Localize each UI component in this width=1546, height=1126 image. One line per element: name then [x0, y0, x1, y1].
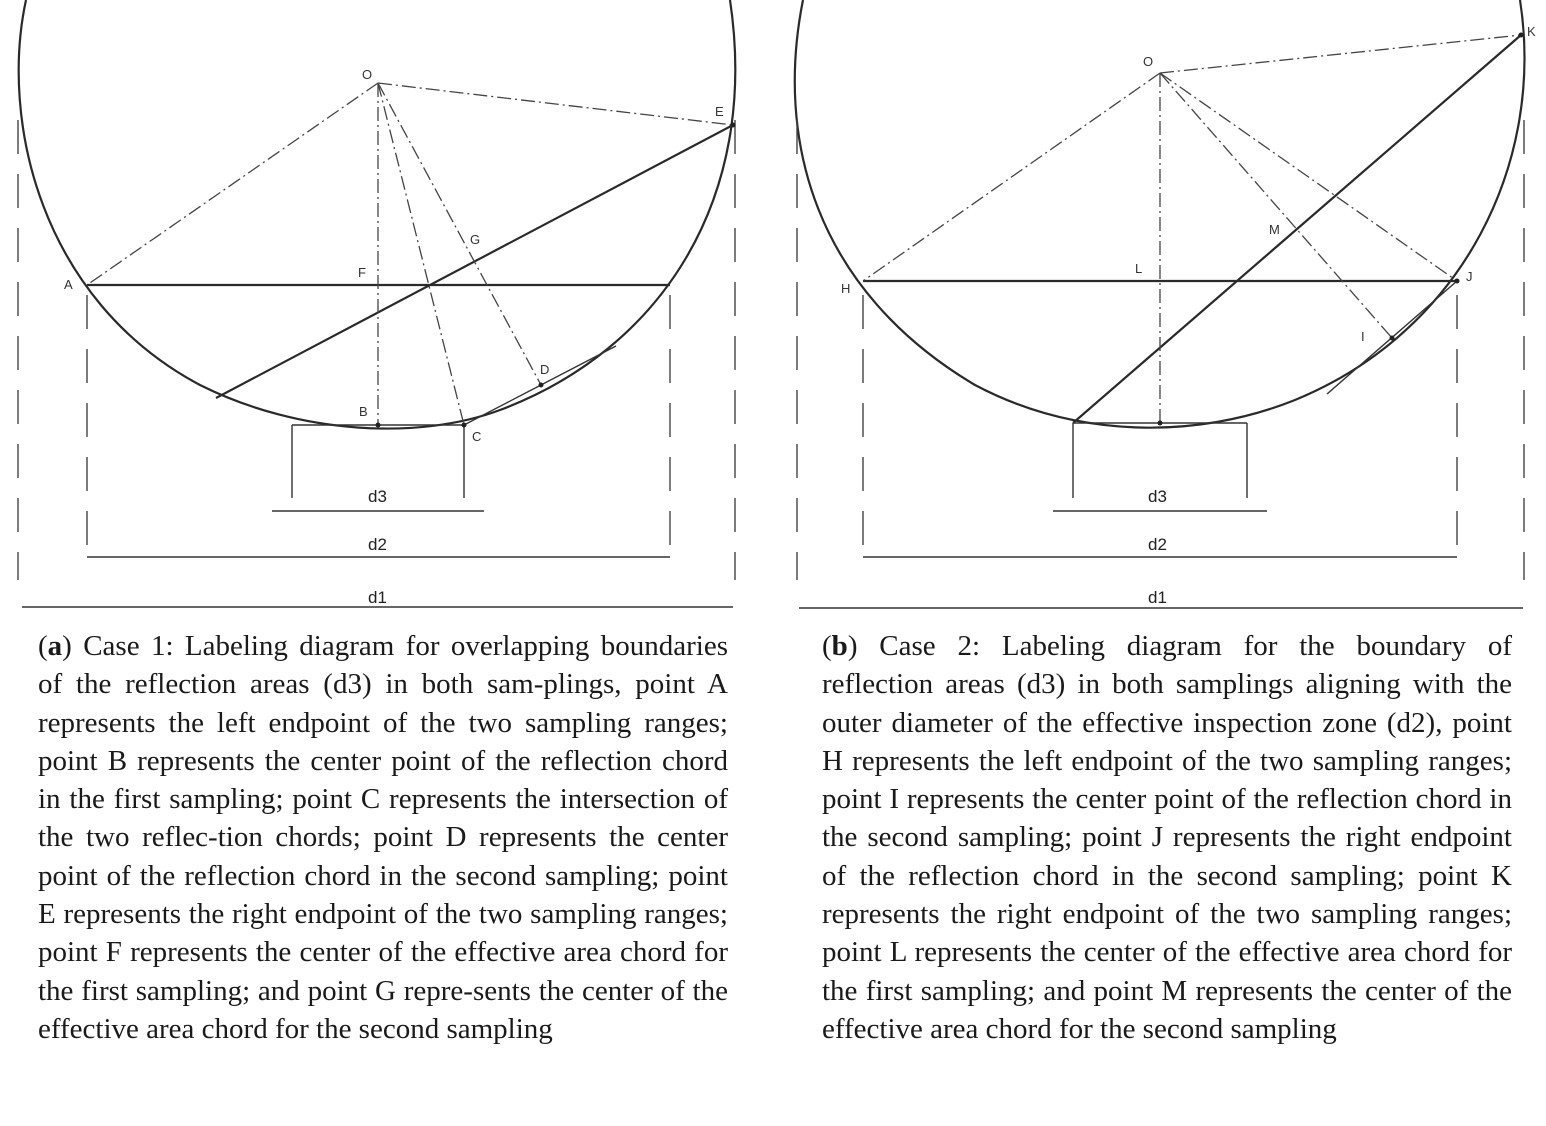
- point-L-foot-marker: [1158, 421, 1163, 426]
- label-d1: d1: [368, 588, 387, 607]
- radius-OI: [1160, 73, 1392, 338]
- diagram-case-2: [775, 0, 1546, 620]
- point-B-marker: [376, 423, 381, 428]
- radius-OE: [378, 83, 733, 125]
- label-M: M: [1269, 222, 1280, 237]
- label-H: H: [841, 281, 851, 296]
- label-C: C: [472, 429, 482, 444]
- radius-OK: [1160, 35, 1521, 73]
- radius-OA: [87, 83, 378, 285]
- radius-OH: [863, 73, 1160, 281]
- label-I: I: [1361, 329, 1365, 344]
- point-D-marker: [539, 383, 544, 388]
- radius-OJ: [1160, 73, 1457, 281]
- label-E: E: [715, 104, 724, 119]
- label-d2: d2: [368, 535, 387, 554]
- point-J-marker: [1455, 279, 1460, 284]
- label-A: A: [64, 277, 73, 292]
- point-C-marker: [462, 423, 467, 428]
- circle-arc: [19, 0, 736, 429]
- label-d2: d2: [1148, 535, 1167, 554]
- point-K-marker: [1519, 33, 1524, 38]
- diagram-case-1: [0, 0, 760, 620]
- caption-case-2: (b) Case 2: Labeling diagram for the boundary of reflection areas (d3) in both samplings aligning with the outer diameter of the effective inspection zone (d2), point H represents the left endpoint of the two sampling ranges; point I represents the center point of the reflection chord in the second sampling; point J represents the right endpoint of the reflection chord in the second sampling; point K represents the right endpoint of the two sampling ranges; point L represents the center of the effective area chord for the first sampling; and point M represents the center of the effective area chord for the second sampling: [822, 630, 1512, 1045]
- label-G: G: [470, 232, 481, 247]
- caption-tag-a: a: [47, 630, 63, 662]
- label-O: O: [1143, 54, 1154, 69]
- label-d1: d1: [1148, 588, 1167, 607]
- effective-chord-second: [1073, 35, 1521, 423]
- radius-OD: [378, 83, 541, 385]
- point-E-marker: [731, 123, 736, 128]
- caption-tag-b: b: [831, 630, 848, 662]
- label-d3: d3: [368, 487, 387, 506]
- label-O: O: [362, 67, 373, 82]
- label-L: L: [1135, 261, 1143, 276]
- caption-case-1: (a) Case 1: Labeling diagram for overlapping boundaries of the reflection areas (d3) in both sam-plings, point A represents the left endpoint of the two sampling ranges; point B represents the center point of the reflection chord in the first sampling; point C represents the intersection of the two reflec-tion chords; point D represents the center point of the reflection chord in the second sampling; point E represents the right endpoint of the two sampling ranges; point F represents the center of the effective area chord for the first sampling; and point G repre-sents the center of the effective area chord for the second sampling: [38, 630, 728, 1045]
- label-J: J: [1466, 269, 1473, 284]
- radius-OC: [378, 83, 464, 425]
- point-I-marker: [1390, 336, 1395, 341]
- label-d3: d3: [1148, 487, 1167, 506]
- caption-text-b: Case 2: Labeling diagram for the boundary of reflection areas (d3) in both samplings aligning with the outer diameter of the effective inspection zone (d2), point H represents the left endpoint of the two sampling ranges; point I represents the center point of the reflection chord in the second sampling; point J represents the right endpoint of the reflection chord in the second sampling; point K represents the right endpoint of the two sampling ranges; point L represents the center of the effective area chord for the first sampling; and point M represents the center of the effective area chord for the second sampling: [822, 630, 1512, 1045]
- caption-text-a: Case 1: Labeling diagram for overlapping boundaries of the reflection areas (d3) in both sam-plings, point A represents the left endpoint of the two sampling ranges; point B represents the center point of the reflection chord in the first sampling; point C represents the intersection of the two reflec-tion chords; point D represents the center point of the reflection chord in the second sampling; point E represents the right endpoint of the two sampling ranges; point F represents the center of the effective area chord for the first sampling; and point G repre-sents the center of the effective area chord for the second sampling: [38, 630, 728, 1045]
- label-F: F: [358, 265, 366, 280]
- label-D: D: [540, 362, 550, 377]
- label-K: K: [1527, 24, 1536, 39]
- label-B: B: [359, 404, 368, 419]
